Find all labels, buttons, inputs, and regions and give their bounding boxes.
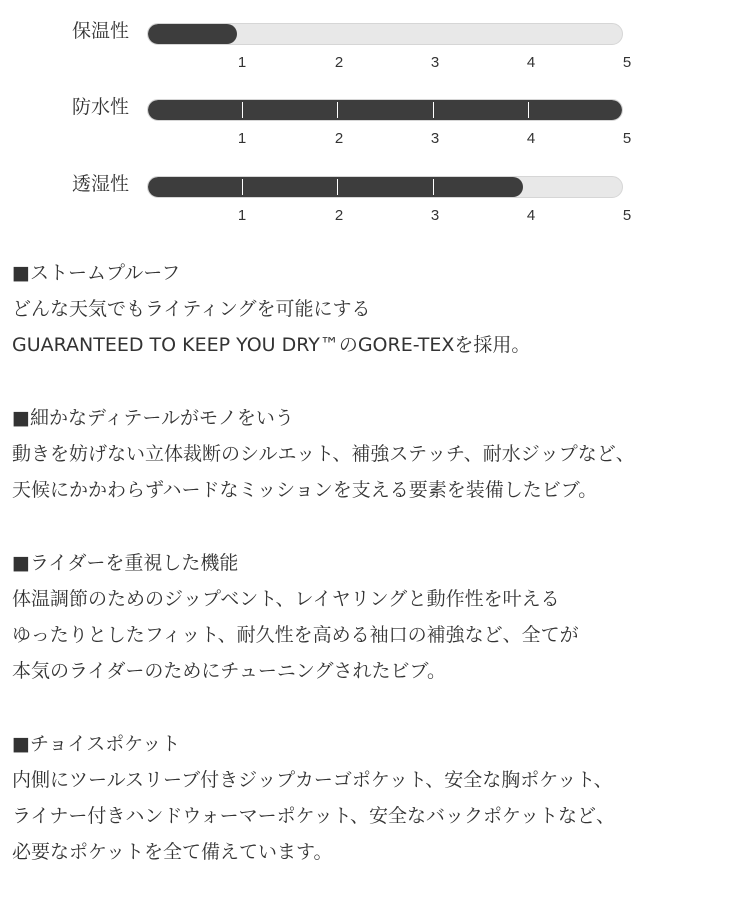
rating-track bbox=[147, 99, 623, 121]
tick-label: 5 bbox=[622, 130, 632, 147]
tick-label: 2 bbox=[334, 207, 344, 224]
tick-label: 5 bbox=[622, 207, 632, 224]
rating-tick-line bbox=[242, 179, 243, 195]
tick-label: 2 bbox=[334, 130, 344, 147]
tick-label: 2 bbox=[334, 54, 344, 71]
rating-tick-line bbox=[337, 179, 338, 195]
feature-text-line: 天候にかかわらずハードなミッションを支える要素を装備したビブ。 bbox=[12, 479, 598, 501]
rating-fill bbox=[148, 100, 622, 120]
rating-track bbox=[147, 176, 623, 198]
rating-scale bbox=[0, 206, 740, 226]
rating-fill bbox=[148, 177, 523, 197]
rating-tick-line bbox=[433, 102, 434, 118]
feature-heading: ■細かなディテールがモノをいう bbox=[12, 407, 294, 429]
feature-text-line: 体温調節のためのジップベント、レイヤリングと動作性を叶える bbox=[12, 588, 560, 610]
feature-text-line: どんな天気でもライティングを可能にする bbox=[12, 298, 371, 320]
tick-label: 1 bbox=[237, 54, 247, 71]
feature-details bbox=[12, 400, 738, 508]
feature-heading: ■チョイスポケット bbox=[12, 733, 181, 755]
rating-track bbox=[147, 23, 623, 45]
tick-label: 3 bbox=[430, 207, 440, 224]
rating-tick-line bbox=[433, 179, 434, 195]
tick-label: 1 bbox=[237, 130, 247, 147]
tick-label: 4 bbox=[526, 130, 536, 147]
tick-label: 3 bbox=[430, 54, 440, 71]
rating-tick-line bbox=[242, 102, 243, 118]
tick-label: 4 bbox=[526, 54, 536, 71]
rating-breathability bbox=[0, 169, 740, 229]
rating-scale bbox=[0, 129, 740, 149]
rating-tick-line bbox=[337, 102, 338, 118]
feature-stormproof bbox=[12, 255, 738, 363]
rating-label: 防水性 bbox=[72, 96, 130, 118]
feature-text-line: 必要なポケットを全て備えています。 bbox=[12, 841, 333, 863]
feature-text-line: GUARANTEED TO KEEP YOU DRY™のGORE-TEXを採用。 bbox=[12, 334, 531, 356]
feature-text-line: ゆったりとしたフィット、耐久性を高める袖口の補強など、全てが bbox=[12, 624, 579, 646]
rating-insulation bbox=[0, 16, 740, 76]
feature-text-line: 本気のライダーのためにチューニングされたビブ。 bbox=[12, 660, 446, 682]
rating-scale bbox=[0, 53, 740, 73]
feature-text-line: ライナー付きハンドウォーマーポケット、安全なバックポケットなど、 bbox=[12, 805, 616, 827]
rating-tick-line bbox=[528, 102, 529, 118]
tick-label: 3 bbox=[430, 130, 440, 147]
feature-heading: ■ストームプルーフ bbox=[12, 262, 181, 284]
feature-rider-function bbox=[12, 545, 738, 689]
tick-label: 5 bbox=[622, 54, 632, 71]
rating-label: 透湿性 bbox=[72, 173, 130, 195]
feature-heading: ■ライダーを重視した機能 bbox=[12, 552, 239, 574]
rating-waterproof bbox=[0, 92, 740, 152]
tick-label: 1 bbox=[237, 207, 247, 224]
tick-label: 4 bbox=[526, 207, 536, 224]
feature-text-line: 内側にツールスリーブ付きジップカーゴポケット、安全な胸ポケット、 bbox=[12, 769, 613, 791]
rating-fill bbox=[148, 24, 237, 44]
feature-pockets bbox=[12, 726, 738, 870]
feature-text-line: 動きを妨げない立体裁断のシルエット、補強ステッチ、耐水ジップなど、 bbox=[12, 443, 635, 465]
feature-list bbox=[12, 255, 738, 907]
rating-label: 保温性 bbox=[72, 20, 130, 42]
